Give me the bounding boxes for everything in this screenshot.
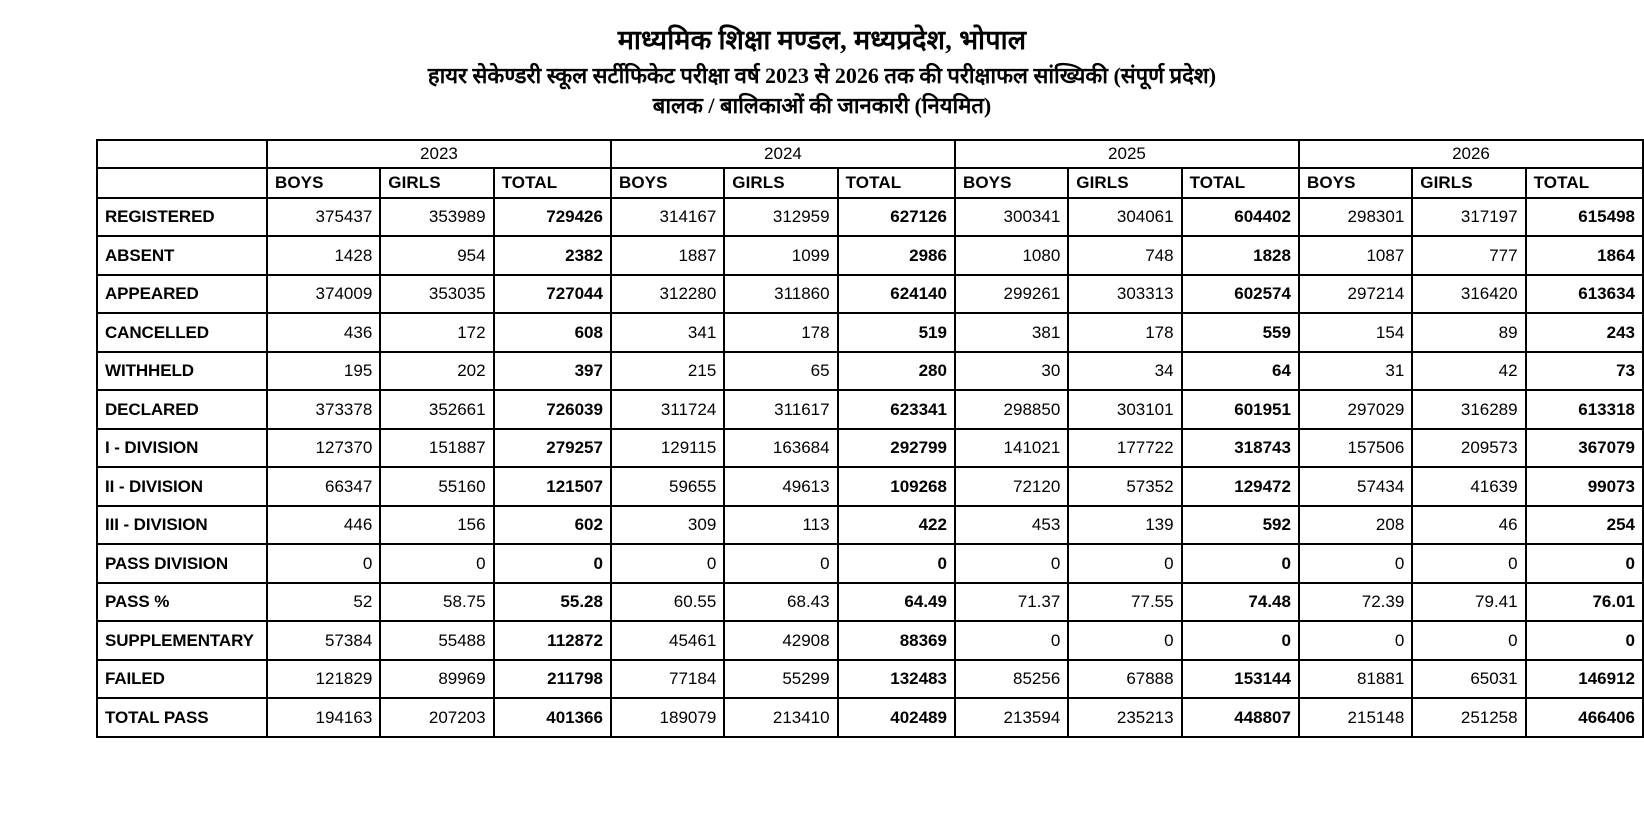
cell-2023-girls: 55488: [380, 621, 493, 660]
table-header-year-row: [97, 140, 1643, 168]
cell-2024-total: 0: [838, 544, 955, 583]
cell-2024-girls: 65: [724, 352, 837, 391]
cell-2026-girls: 0: [1412, 621, 1525, 660]
column-header-2024-boys: BOYS: [611, 168, 724, 198]
cell-2024-total: 64.49: [838, 583, 955, 622]
cell-2024-girls: 311617: [724, 390, 837, 429]
cell-2024-total: 519: [838, 313, 955, 352]
page-subtitle-2: बालक / बालिकाओं की जानकारी (नियमित): [652, 93, 992, 119]
cell-2025-girls: 77.55: [1068, 583, 1181, 622]
cell-2024-boys: 311724: [611, 390, 724, 429]
cell-2025-boys: 0: [955, 621, 1068, 660]
column-header-2026-boys: BOYS: [1299, 168, 1412, 198]
table-row: [97, 467, 1643, 506]
cell-2024-boys: 0: [611, 544, 724, 583]
table-row: [97, 275, 1643, 314]
cell-2024-total: 2986: [838, 236, 955, 275]
cell-2023-total: 729426: [494, 198, 611, 237]
table-row: [97, 313, 1643, 352]
table-row: [97, 698, 1643, 737]
cell-2026-boys: 215148: [1299, 698, 1412, 737]
cell-2024-girls: 311860: [724, 275, 837, 314]
cell-2025-girls: 0: [1068, 544, 1181, 583]
cell-2025-boys: 71.37: [955, 583, 1068, 622]
cell-2024-total: 623341: [838, 390, 955, 429]
table-corner-cell-2: [97, 168, 267, 198]
cell-2026-girls: 777: [1412, 236, 1525, 275]
column-header-2025-total: TOTAL: [1182, 168, 1299, 198]
cell-2024-boys: 341: [611, 313, 724, 352]
cell-2025-boys: 141021: [955, 429, 1068, 468]
table-header-subcolumn-row: [97, 168, 1643, 198]
cell-2023-total: 397: [494, 352, 611, 391]
cell-2023-total: 279257: [494, 429, 611, 468]
cell-2026-boys: 72.39: [1299, 583, 1412, 622]
cell-2023-girls: 89969: [380, 660, 493, 699]
cell-2026-girls: 316289: [1412, 390, 1525, 429]
cell-2023-girls: 151887: [380, 429, 493, 468]
year-header-2025: 2025: [955, 140, 1299, 168]
table-row: [97, 660, 1643, 699]
cell-2026-boys: 157506: [1299, 429, 1412, 468]
exam-result-statistics-table: [96, 139, 1644, 738]
cell-2026-total: 613634: [1526, 275, 1643, 314]
cell-2026-boys: 297214: [1299, 275, 1412, 314]
cell-2024-boys: 59655: [611, 467, 724, 506]
cell-2025-total: 559: [1182, 313, 1299, 352]
cell-2026-total: 73: [1526, 352, 1643, 391]
cell-2025-boys: 453: [955, 506, 1068, 545]
cell-2026-total: 613318: [1526, 390, 1643, 429]
cell-2026-boys: 0: [1299, 621, 1412, 660]
cell-2024-total: 422: [838, 506, 955, 545]
cell-2023-boys: 127370: [267, 429, 380, 468]
cell-2023-girls: 172: [380, 313, 493, 352]
cell-2023-total: 401366: [494, 698, 611, 737]
table-row: [97, 352, 1643, 391]
cell-2023-boys: 195: [267, 352, 380, 391]
cell-2024-girls: 178: [724, 313, 837, 352]
cell-2023-boys: 194163: [267, 698, 380, 737]
column-header-2026-girls: GIRLS: [1412, 168, 1525, 198]
cell-2024-girls: 42908: [724, 621, 837, 660]
row-label-appeared: APPEARED: [97, 275, 267, 314]
cell-2023-girls: 58.75: [380, 583, 493, 622]
column-header-2024-girls: GIRLS: [724, 168, 837, 198]
cell-2023-girls: 353035: [380, 275, 493, 314]
cell-2026-total: 1864: [1526, 236, 1643, 275]
cell-2023-boys: 1428: [267, 236, 380, 275]
row-label-supplementary: SUPPLEMENTARY: [97, 621, 267, 660]
cell-2026-boys: 81881: [1299, 660, 1412, 699]
cell-2024-total: 132483: [838, 660, 955, 699]
cell-2023-girls: 156: [380, 506, 493, 545]
cell-2023-boys: 436: [267, 313, 380, 352]
cell-2024-boys: 77184: [611, 660, 724, 699]
cell-2026-total: 466406: [1526, 698, 1643, 737]
cell-2023-total: 2382: [494, 236, 611, 275]
cell-2026-boys: 154: [1299, 313, 1412, 352]
cell-2026-total: 99073: [1526, 467, 1643, 506]
cell-2024-boys: 215: [611, 352, 724, 391]
cell-2026-girls: 209573: [1412, 429, 1525, 468]
table-row: [97, 198, 1643, 237]
cell-2025-boys: 30: [955, 352, 1068, 391]
table-body: [97, 198, 1643, 737]
cell-2024-boys: 45461: [611, 621, 724, 660]
cell-2023-girls: 207203: [380, 698, 493, 737]
cell-2024-girls: 49613: [724, 467, 837, 506]
cell-2024-boys: 314167: [611, 198, 724, 237]
cell-2026-total: 254: [1526, 506, 1643, 545]
table-row: [97, 544, 1643, 583]
table-corner-cell: [97, 140, 267, 168]
table-head: [97, 140, 1643, 198]
cell-2025-girls: 34: [1068, 352, 1181, 391]
cell-2025-boys: 0: [955, 544, 1068, 583]
row-label-withheld: WITHHELD: [97, 352, 267, 391]
cell-2023-total: 0: [494, 544, 611, 583]
cell-2026-girls: 89: [1412, 313, 1525, 352]
cell-2023-boys: 373378: [267, 390, 380, 429]
cell-2025-total: 0: [1182, 621, 1299, 660]
year-header-2026: 2026: [1299, 140, 1643, 168]
cell-2025-girls: 178: [1068, 313, 1181, 352]
cell-2025-total: 129472: [1182, 467, 1299, 506]
cell-2025-girls: 57352: [1068, 467, 1181, 506]
cell-2025-total: 153144: [1182, 660, 1299, 699]
cell-2024-total: 402489: [838, 698, 955, 737]
cell-2024-boys: 60.55: [611, 583, 724, 622]
cell-2025-girls: 67888: [1068, 660, 1181, 699]
cell-2023-boys: 57384: [267, 621, 380, 660]
cell-2026-boys: 298301: [1299, 198, 1412, 237]
cell-2026-total: 243: [1526, 313, 1643, 352]
cell-2026-girls: 42: [1412, 352, 1525, 391]
cell-2026-boys: 208: [1299, 506, 1412, 545]
cell-2026-girls: 41639: [1412, 467, 1525, 506]
cell-2023-girls: 954: [380, 236, 493, 275]
cell-2023-boys: 446: [267, 506, 380, 545]
cell-2026-boys: 1087: [1299, 236, 1412, 275]
column-header-2023-total: TOTAL: [494, 168, 611, 198]
cell-2023-girls: 55160: [380, 467, 493, 506]
row-label-failed: FAILED: [97, 660, 267, 699]
column-header-2023-boys: BOYS: [267, 168, 380, 198]
row-label-registered: REGISTERED: [97, 198, 267, 237]
row-label-cancelled: CANCELLED: [97, 313, 267, 352]
table-row: [97, 506, 1643, 545]
cell-2023-boys: 66347: [267, 467, 380, 506]
cell-2023-total: 55.28: [494, 583, 611, 622]
cell-2026-boys: 57434: [1299, 467, 1412, 506]
row-label-pass-division: PASS DIVISION: [97, 544, 267, 583]
cell-2026-total: 615498: [1526, 198, 1643, 237]
cell-2025-boys: 213594: [955, 698, 1068, 737]
cell-2026-total: 367079: [1526, 429, 1643, 468]
table-row: [97, 621, 1643, 660]
cell-2025-girls: 235213: [1068, 698, 1181, 737]
cell-2026-boys: 0: [1299, 544, 1412, 583]
cell-2025-girls: 303101: [1068, 390, 1181, 429]
cell-2023-total: 727044: [494, 275, 611, 314]
cell-2025-boys: 85256: [955, 660, 1068, 699]
cell-2025-boys: 1080: [955, 236, 1068, 275]
table-row: [97, 390, 1643, 429]
page-title: माध्यमिक शिक्षा मण्डल, मध्यप्रदेश, भोपाल: [617, 25, 1027, 55]
cell-2023-girls: 202: [380, 352, 493, 391]
column-header-2026-total: TOTAL: [1526, 168, 1643, 198]
cell-2026-total: 0: [1526, 621, 1643, 660]
cell-2026-boys: 297029: [1299, 390, 1412, 429]
cell-2025-total: 601951: [1182, 390, 1299, 429]
cell-2024-total: 292799: [838, 429, 955, 468]
cell-2026-total: 146912: [1526, 660, 1643, 699]
cell-2023-boys: 375437: [267, 198, 380, 237]
table-row: [97, 236, 1643, 275]
cell-2023-boys: 0: [267, 544, 380, 583]
cell-2024-boys: 309: [611, 506, 724, 545]
cell-2024-total: 88369: [838, 621, 955, 660]
cell-2024-girls: 113: [724, 506, 837, 545]
cell-2026-girls: 65031: [1412, 660, 1525, 699]
cell-2024-girls: 213410: [724, 698, 837, 737]
cell-2023-total: 608: [494, 313, 611, 352]
column-header-2023-girls: GIRLS: [380, 168, 493, 198]
cell-2024-girls: 163684: [724, 429, 837, 468]
cell-2025-girls: 0: [1068, 621, 1181, 660]
page-subtitle-1: हायर सेकेण्डरी स्कूल सर्टीफिकेट परीक्षा वर्ष 2023 से 2026 तक की परीक्षाफल सांख्यिकी (संपूर्ण प्रदेश): [427, 62, 1217, 88]
cell-2025-girls: 139: [1068, 506, 1181, 545]
cell-2024-total: 627126: [838, 198, 955, 237]
cell-2024-total: 109268: [838, 467, 955, 506]
row-label-pass: PASS %: [97, 583, 267, 622]
cell-2024-girls: 68.43: [724, 583, 837, 622]
cell-2023-total: 726039: [494, 390, 611, 429]
cell-2023-boys: 121829: [267, 660, 380, 699]
cell-2025-boys: 298850: [955, 390, 1068, 429]
cell-2025-total: 592: [1182, 506, 1299, 545]
cell-2024-boys: 1887: [611, 236, 724, 275]
cell-2026-total: 0: [1526, 544, 1643, 583]
year-header-2024: 2024: [611, 140, 955, 168]
cell-2026-girls: 251258: [1412, 698, 1525, 737]
cell-2024-girls: 0: [724, 544, 837, 583]
year-header-2023: 2023: [267, 140, 611, 168]
cell-2024-total: 280: [838, 352, 955, 391]
row-label-total-pass: TOTAL PASS: [97, 698, 267, 737]
table-row: [97, 429, 1643, 468]
row-label-declared: DECLARED: [97, 390, 267, 429]
cell-2026-girls: 316420: [1412, 275, 1525, 314]
cell-2025-girls: 177722: [1068, 429, 1181, 468]
cell-2024-girls: 55299: [724, 660, 837, 699]
cell-2025-boys: 299261: [955, 275, 1068, 314]
cell-2026-total: 76.01: [1526, 583, 1643, 622]
table-row: [97, 583, 1643, 622]
cell-2023-boys: 52: [267, 583, 380, 622]
statistics-table-container: [0, 139, 1644, 738]
row-label-iii-division: III - DIVISION: [97, 506, 267, 545]
cell-2023-girls: 352661: [380, 390, 493, 429]
cell-2026-girls: 46: [1412, 506, 1525, 545]
cell-2025-total: 448807: [1182, 698, 1299, 737]
row-label-i-division: I - DIVISION: [97, 429, 267, 468]
cell-2026-boys: 31: [1299, 352, 1412, 391]
cell-2025-total: 604402: [1182, 198, 1299, 237]
cell-2025-total: 0: [1182, 544, 1299, 583]
cell-2024-girls: 1099: [724, 236, 837, 275]
cell-2024-boys: 312280: [611, 275, 724, 314]
cell-2024-boys: 129115: [611, 429, 724, 468]
cell-2025-girls: 748: [1068, 236, 1181, 275]
cell-2023-girls: 0: [380, 544, 493, 583]
cell-2023-boys: 374009: [267, 275, 380, 314]
cell-2026-girls: 317197: [1412, 198, 1525, 237]
cell-2025-girls: 304061: [1068, 198, 1181, 237]
cell-2025-total: 602574: [1182, 275, 1299, 314]
cell-2024-total: 624140: [838, 275, 955, 314]
cell-2026-girls: 0: [1412, 544, 1525, 583]
cell-2026-girls: 79.41: [1412, 583, 1525, 622]
cell-2023-girls: 353989: [380, 198, 493, 237]
cell-2023-total: 602: [494, 506, 611, 545]
cell-2023-total: 121507: [494, 467, 611, 506]
row-label-absent: ABSENT: [97, 236, 267, 275]
cell-2025-boys: 381: [955, 313, 1068, 352]
cell-2025-boys: 300341: [955, 198, 1068, 237]
cell-2025-total: 64: [1182, 352, 1299, 391]
cell-2025-total: 1828: [1182, 236, 1299, 275]
column-header-2024-total: TOTAL: [838, 168, 955, 198]
column-header-2025-girls: GIRLS: [1068, 168, 1181, 198]
cell-2025-boys: 72120: [955, 467, 1068, 506]
cell-2024-girls: 312959: [724, 198, 837, 237]
cell-2025-girls: 303313: [1068, 275, 1181, 314]
column-header-2025-boys: BOYS: [955, 168, 1068, 198]
row-label-ii-division: II - DIVISION: [97, 467, 267, 506]
cell-2025-total: 74.48: [1182, 583, 1299, 622]
cell-2024-boys: 189079: [611, 698, 724, 737]
cell-2023-total: 211798: [494, 660, 611, 699]
cell-2025-total: 318743: [1182, 429, 1299, 468]
document-heading: [0, 0, 1644, 121]
cell-2023-total: 112872: [494, 621, 611, 660]
